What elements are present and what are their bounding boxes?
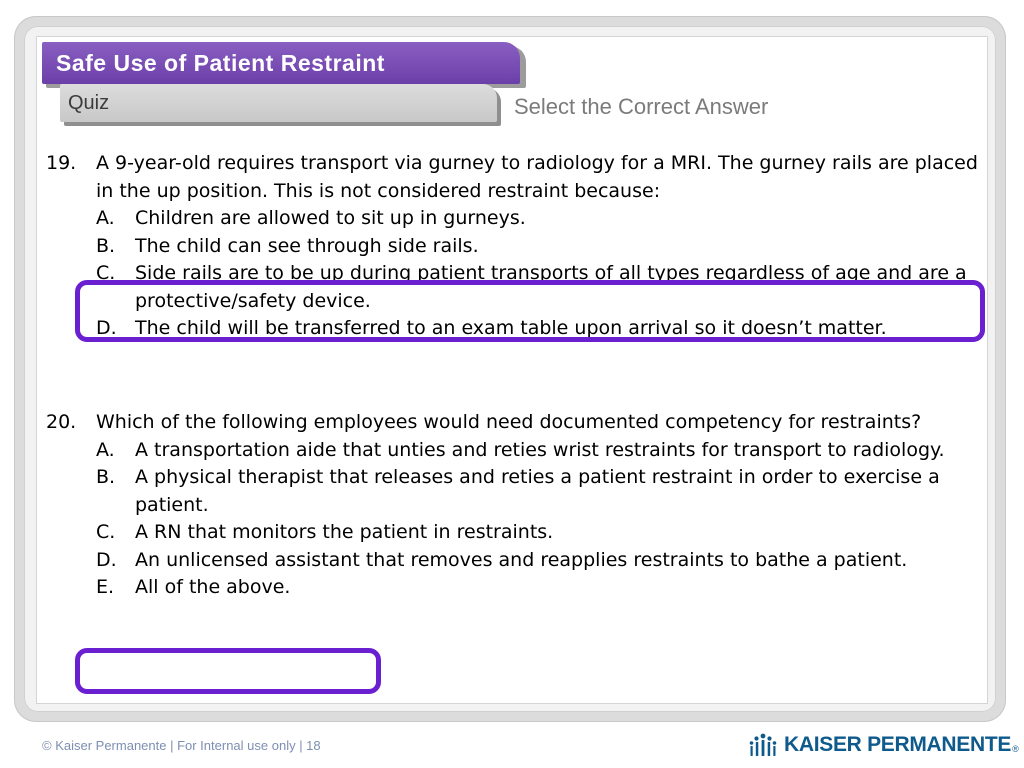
option-d[interactable] (96, 547, 986, 575)
option-letter: D. (96, 548, 117, 571)
option-text: The child will be transferred to an exam table upon arrival so it doesn’t matter. (135, 317, 887, 339)
option-letter: A. (96, 438, 115, 461)
slide-subtitle: Quiz (60, 84, 497, 122)
registered-mark: ® (1012, 744, 1019, 754)
kp-sunburst-icon (748, 731, 778, 759)
logo-text: KAISER PERMANENTE (784, 733, 1012, 756)
question-20 (46, 409, 986, 602)
option-text: The child can see through side rails. (135, 234, 479, 257)
option-letter: A. (96, 207, 115, 229)
option-text: A RN that monitors the patient in restraints. (135, 521, 554, 543)
option-text: Children are allowed to sit up in gurneys. (135, 207, 526, 229)
option-text: A physical therapist that releases and reties a patient restraint in order to exercise a patient. (135, 466, 940, 516)
option-letter: C. (96, 262, 116, 284)
question-stem: A 9-year-old requires transport via gurney to radiology for a MRI. The gurney rails are placed in the up position. This is not considered restraint because: (96, 152, 978, 202)
footer-copyright: © Kaiser Permanente | For Internal use only | 18 (42, 738, 321, 753)
option-a[interactable] (96, 205, 986, 233)
option-text: An unlicensed assistant that removes and reapplies restraints to bathe a patient. (135, 548, 908, 571)
option-b[interactable] (96, 233, 986, 261)
option-b[interactable] (96, 464, 986, 519)
kaiser-logo (748, 730, 1019, 760)
question-number: 20. (46, 411, 77, 433)
option-letter: E. (96, 576, 115, 598)
option-e[interactable] (96, 574, 986, 602)
slide-title: Safe Use of Patient Restraint (42, 42, 520, 84)
option-letter: C. (96, 521, 116, 543)
option-c[interactable] (96, 519, 986, 547)
option-letter: D. (96, 317, 117, 339)
option-letter: B. (96, 466, 116, 488)
content-panel (36, 36, 988, 704)
question-stem: Which of the following employees would need documented competency for restraints? (96, 411, 922, 433)
option-a[interactable] (96, 437, 986, 465)
answer-highlight-19c (75, 280, 985, 342)
option-text: All of the above. (135, 576, 291, 598)
option-text: Side rails are to be up during patient transports of all types regardless of age and are a protective/safety device. (135, 262, 967, 312)
option-letter: B. (96, 234, 116, 257)
answer-highlight-20e (75, 648, 381, 694)
option-text: A transportation aide that unties and reties wrist restraints for transport to radiology. (135, 438, 945, 461)
instruction-text: Select the Correct Answer (514, 94, 769, 119)
question-number: 19. (46, 152, 77, 174)
